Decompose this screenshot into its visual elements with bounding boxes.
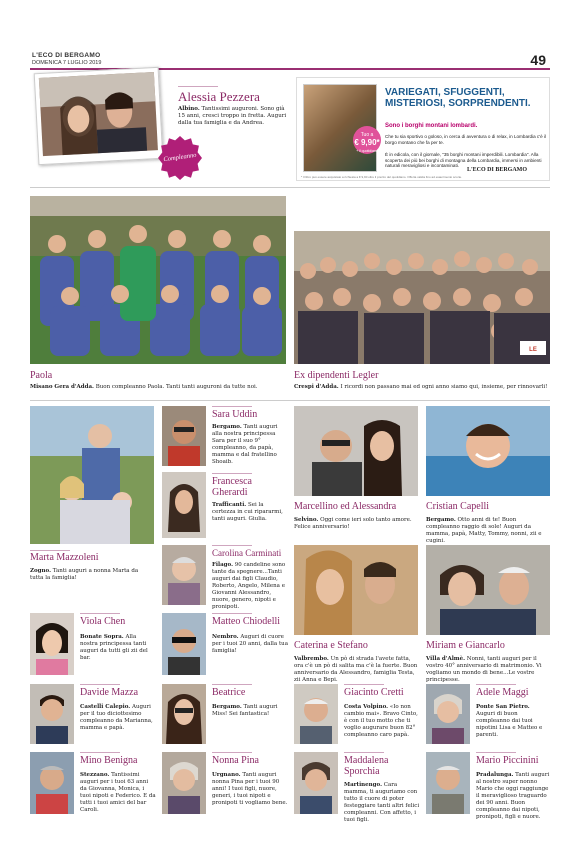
mario-message [476,772,550,821]
paola-photo-image [30,196,286,364]
marta-message [30,568,152,582]
davide-place: Castelli Calepio. [80,704,131,710]
marcellino-place: Selvino. [294,517,319,523]
maddalena-name: Maddalena Sporchia [344,755,389,777]
marcellino-photo [294,406,418,496]
davide-photo [30,684,74,744]
sara-photo [162,406,206,466]
marta-photo [30,406,154,544]
entry-rule [212,406,252,407]
caterina-message [294,656,418,684]
entry-rule [212,613,252,614]
marta-place: Zogno. [30,568,52,574]
davide-message [80,704,154,732]
francesca-message [212,502,286,523]
entry-rule [344,752,384,753]
birthday-badge-label: Compleanno [163,151,197,164]
sara-place: Bergamo. [212,424,242,430]
advert-title: VARIEGATI, SFUGGENTI, MISTERIOSI, SORPRENDENTI. [385,87,531,109]
paola-name: Paola [30,370,53,381]
advert-footnote: * Il libro può essere acquistato a richiesta a € 9,90 oltre il prezzo del quotidiano. Offerta valida fino ad esaurimento scorte. [301,175,463,179]
price-badge [353,126,381,154]
price-label: Tuo a [360,132,374,138]
marcellino-message [294,517,418,531]
publication-name: L'ECO DI BERGAMO [32,52,101,59]
paola-place: Misano Gera d'Adda. [30,384,94,390]
matteo-place: Nembro. [212,634,239,640]
entry-rule [212,684,252,685]
viola-place: Bonate Sopra. [80,634,124,640]
mario-photo-image [426,752,470,814]
entry-rule [30,550,70,551]
alessia-photo [34,67,164,165]
paola-message [30,384,286,391]
francesca-text: Sei la certezza in cui ripararmi, tanti auguri. Giulia. [212,502,283,522]
matteo-photo-image [162,613,206,675]
miriam-photo-image [426,545,550,635]
viola-text: Alla nostra principessa tanti auguri da tutti gli zii del bar. [80,634,148,661]
viola-name: Viola Chen [80,616,126,627]
beatrice-name: Beatrice [212,687,246,698]
legler-photo-image [294,231,550,364]
carolina-message [212,562,288,611]
carolina-photo-image [162,545,206,605]
cristian-photo-image [426,406,550,496]
mario-text: Tanti auguri al nostro super nonno Mario che oggi raggiunge il meraviglioso traguardo dei 90 anni. Buon compleanno dai nipoti, pronipoti, figli e nuore. [476,772,550,820]
maddalena-message [344,782,420,824]
cristian-message [426,517,550,545]
viola-photo [30,613,74,675]
davide-photo-image [30,684,74,744]
beatrice-text: Tanti auguri Miss! Sei fantastica! [212,704,278,717]
section-divider [30,400,550,401]
maddalena-text: Cara mamma, ti auguriamo con tutto il cuore di poter festeggiare tanti altri felici compleanni. Con affetto, i tuoi figli. [344,782,420,823]
paola-photo [30,196,286,364]
alessia-text: Tantissimi auguroni. Sono già 15 anni, cresci troppo in fretta. Auguri dalla tua famiglia e da Andrea. [178,106,287,126]
davide-name: Davide Mazza [80,687,139,698]
section-divider [30,187,550,188]
nonna-text: Tanti auguri nonna Pina per i tuoi 90 anni! I tuoi figli, nuore, generi, i tuoi nipoti e pronipoti ti vogliamo bene. [212,772,288,806]
giacinto-photo [294,684,338,744]
caterina-place: Valbrembo. [294,656,329,662]
miriam-message [426,656,550,684]
miriam-text: Nonni, tanti auguri per il vostro 40° anniversario di matrimonio. Vi vogliamo un mondo di bene...Le vostre principesse. [426,656,542,683]
francesca-name: Francesca Gherardi [212,476,252,498]
maddalena-photo-image [294,752,338,814]
cristian-name: Cristian Capelli [426,501,490,512]
carolina-text: 90 candeline sono tante da spegnere...Tanti auguri dai figli Claudio, Roberto, Angelo, Milena e Giovanni Alessandro, nuore, genero, nipoti e pronipoti. [212,562,286,610]
paola-text: Buon compleanno Paola. Tanti tanti auguroni da tutte noi. [95,384,258,390]
mino-text: Tantissimi auguri per i tuoi 63 anni da Giovanna, Monica, i tuoi nipoti e Federico. E da tutti i tuoi amici del bar Caroli. [80,772,156,813]
adele-text: Auguri di buon compleanno dai tuoi nipotini Lisa e Matteo e parenti. [476,711,543,738]
matteo-message [212,634,288,655]
legler-name: Ex dipendenti Legler [294,370,379,381]
mino-message [80,772,156,814]
issue-date: DOMENICA 7 LUGLIO 2019 [32,60,102,66]
adele-name: Adele Maggi [476,687,529,698]
adele-place: Ponte San Pietro. [476,704,530,710]
alessia-photo-image [35,68,163,164]
mino-photo [30,752,74,814]
entry-rule [80,752,120,753]
legler-place: Crespi d'Adda. [294,384,339,390]
marta-photo-image [30,406,154,544]
viola-photo-image [30,613,74,675]
francesca-photo-image [162,472,206,538]
nonna-place: Urgnano. [212,772,241,778]
caterina-name: Caterina e Stefano [294,640,368,651]
price-value: € 9,90* [354,138,380,147]
mino-place: Stezzano. [80,772,110,778]
nonna-photo-image [162,752,206,814]
carolina-place: Filago. [212,562,233,568]
maddalena-photo [294,752,338,814]
advert-logo: L'ECO DI BERGAMO [467,167,528,173]
mario-place: Pradalunga. [476,772,514,778]
page-number: 49 [530,52,546,68]
davide-text: Auguri per il tuo diciottesimo compleanno da Marianna, mamma e papà. [80,704,153,731]
masthead [32,52,101,67]
entry-rule [80,684,120,685]
beatrice-photo [162,684,206,744]
mino-photo-image [30,752,74,814]
miriam-photo [426,545,550,635]
maddalena-place: Martinengo. [344,782,383,788]
giacinto-place: Costa Volpino. [344,704,389,710]
francesca-photo [162,472,206,538]
entry-rule [344,684,384,685]
book-advert[interactable] [296,77,550,181]
caterina-text: Un pò di strada l'avete fatta, ora c'è un pò di salita ma c'è la fuerte. Buon anniversario da Alessandro, famiglia Testa, zii Anna e Bepi. [294,656,418,683]
matteo-text: Auguri di cuore per i tuoi 20 anni, dalla tua famiglia! [212,634,288,654]
entry-rule [212,473,252,474]
marta-name: Marta Mazzoleni [30,552,99,563]
nonna-photo [162,752,206,814]
adele-photo-image [426,684,470,744]
marcellino-photo-image [294,406,418,496]
adele-message [476,704,550,739]
matteo-name: Matteo Chiodelli [212,616,281,627]
advert-text-2: È in edicola, con il giornale, "35 borghi montani imperdibili. Lombardia". Alla scoperta dei più bei borghi di montagna della Lombardia, immersi in ambienti naturali meravigliosi e incontaminati. [385,152,542,169]
carolina-name: Carolina Carminati [212,548,282,558]
nonna-name: Nonna Pina [212,755,259,766]
entry-rule [80,613,120,614]
price-note: + il quotidiano [356,149,378,153]
alessia-message [178,106,290,127]
entry-rule [212,752,252,753]
beatrice-message [212,704,288,718]
cristian-place: Bergamo. [426,517,456,523]
svg-text:LE: LE [529,347,537,353]
cristian-photo [426,406,550,496]
entry-rule [178,86,218,87]
miriam-place: Villa d'Almè. [426,656,466,662]
adele-photo [426,684,470,744]
advert-subtitle: Sono i borghi montani lombardi. [385,123,478,129]
entry-rule [212,545,252,546]
sara-photo-image [162,406,206,466]
beatrice-place: Bergamo. [212,704,242,710]
advert-text: Che tu sia sportivo o goloso, in cerca di avventura o di relax, in Lombardia c'è il borgo montano che fa per te. [385,134,546,145]
caterina-photo [294,545,418,635]
mario-photo [426,752,470,814]
entry-rule [476,684,516,685]
marcellino-text: Oggi come ieri solo tanto amore. Felice anniversario! [294,517,412,530]
francesca-place: Trafficanti. [212,502,247,508]
beatrice-photo-image [162,684,206,744]
miriam-name: Miriam e Giancarlo [426,640,505,651]
carolina-photo [162,545,206,605]
mino-name: Mino Benigna [80,755,138,766]
legler-message [294,384,550,391]
nonna-message [212,772,288,807]
marcellino-name: Marcellino ed Alessandra [294,501,397,512]
giacinto-message [344,704,418,739]
giacinto-text: «Io non cambio mai». Bravo Cinto, è con il tuo motto che ti voglio augurare buon 82° compleanno caro papà. [344,704,418,738]
legler-photo [294,231,550,364]
viola-message [80,634,154,662]
cristian-text: Otto anni di te! Buon compleanno raggio di sole! Auguri da mamma, papà, Matty, Tommy, nonni, zii e cugini. [426,517,542,544]
giacinto-name: Giacinto Cretti [344,687,404,698]
giacinto-photo-image [294,684,338,744]
alessia-place: Albino. [178,106,200,112]
caterina-photo-image [294,545,418,635]
sara-text: Tanti auguri alla nostra principessa Sara per il suo 9° compleanno, da papà, mamma e dal fratellino Shoaib. [212,424,278,465]
legler-text: I ricordi non passano mai ed ogni anno siamo qui, insieme, per rinnovarli! [340,384,548,390]
mario-name: Mario Piccinini [476,755,539,766]
entry-rule [476,752,516,753]
alessia-name: Alessia Pezzera [178,89,260,104]
matteo-photo [162,613,206,675]
marta-text: Tanti auguri a nonna Marta da tutta la famiglia! [30,568,139,581]
sara-name: Sara Uddin [212,409,258,420]
sara-message [212,424,286,466]
